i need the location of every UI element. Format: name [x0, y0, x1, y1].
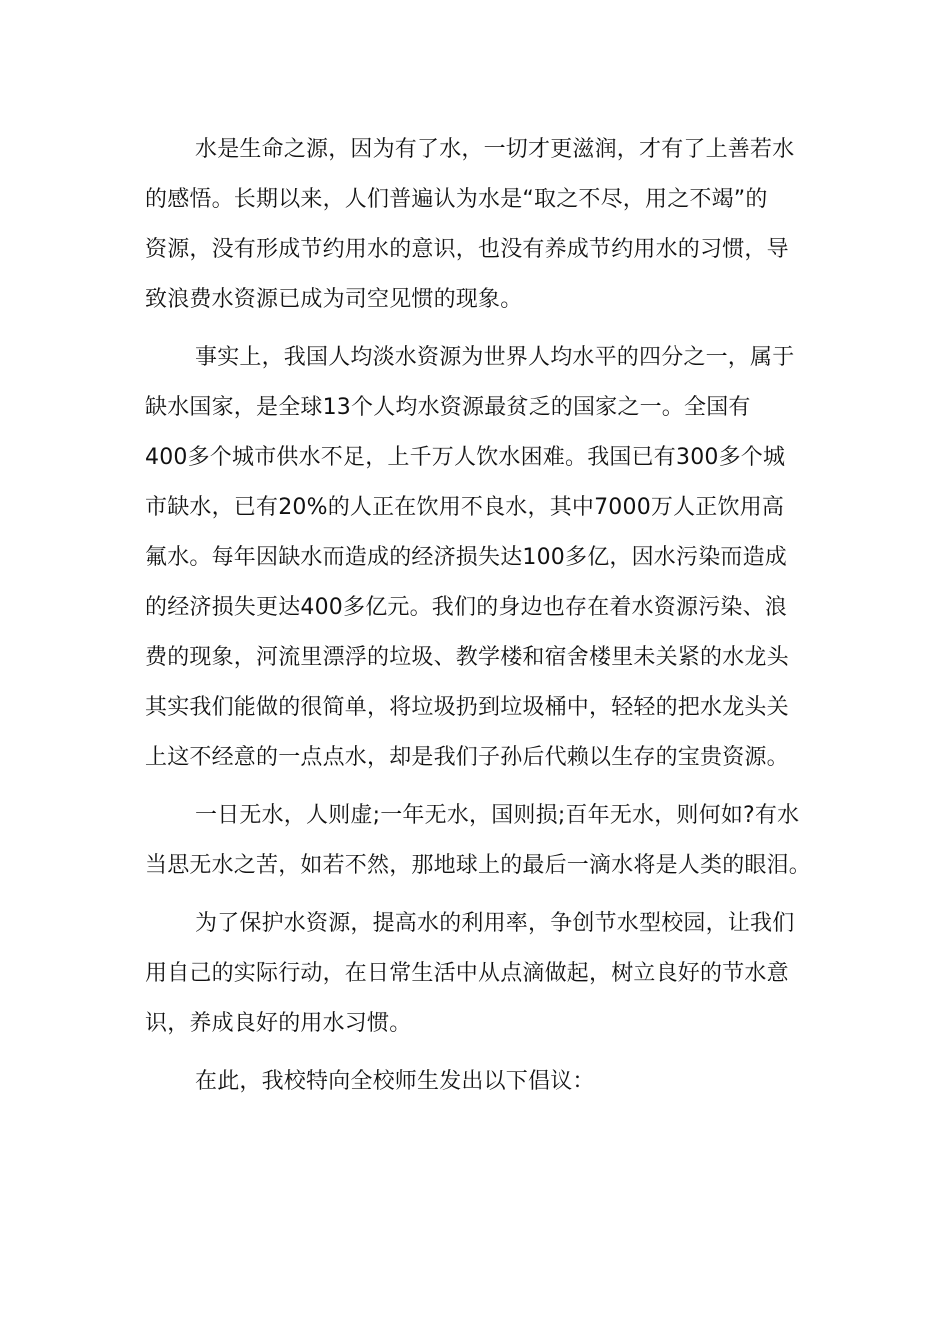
paragraph-5-line-1: 在此，我校特向全校师生发出以下倡议：	[195, 1069, 595, 1094]
paragraph-2-line-4: 市缺水，已有20%的人正在饮用不良水，其中7000万人正饮用高	[145, 495, 785, 520]
paragraph-4-line-3: 识，养成良好的用水习惯。	[145, 1011, 412, 1036]
paragraph-2-line-6: 的经济损失更达400多亿元。我们的身边也存在着水资源污染、浪	[145, 595, 787, 620]
paragraph-2-line-7: 费的现象，河流里漂浮的垃圾、教学楼和宿舍楼里未关紧的水龙头	[145, 645, 789, 670]
paragraph-2-line-5: 氟水。每年因缺水而造成的经济损失达100多亿，因水污染而造成	[145, 545, 787, 570]
paragraph-4-line-1: 为了保护水资源，提高水的利用率，争创节水型校园，让我们	[195, 911, 795, 936]
paragraph-2-line-2: 缺水国家，是全球13个人均水资源最贫乏的国家之一。全国有	[145, 395, 751, 420]
paragraph-3-line-1: 一日无水，人则虚;一年无水，国则损;百年无水，则何如?有水	[195, 803, 800, 828]
paragraph-2-line-8: 其实我们能做的很简单，将垃圾扔到垃圾桶中，轻轻的把水龙头关	[145, 695, 789, 720]
paragraph-3-line-2: 当思无水之苦，如若不然，那地球上的最后一滴水将是人类的眼泪。	[145, 853, 812, 878]
paragraph-1-line-2: 的感悟。长期以来，人们普遍认为水是“取之不尽，用之不竭”的	[145, 187, 768, 212]
paragraph-1-line-3: 资源，没有形成节约用水的意识，也没有养成节约用水的习惯，导	[145, 237, 789, 262]
paragraph-2-line-1: 事实上，我国人均淡水资源为世界人均水平的四分之一，属于	[195, 345, 795, 370]
paragraph-2-line-9: 上这不经意的一点点水，却是我们子孙后代赖以生存的宝贵资源。	[145, 745, 789, 770]
paragraph-1-line-4: 致浪费水资源已成为司空见惯的现象。	[145, 287, 523, 312]
paragraph-2-line-3: 400多个城市供水不足，上千万人饮水困难。我国已有300多个城	[145, 445, 786, 470]
paragraph-4-line-2: 用自己的实际行动，在日常生活中从点滴做起，树立良好的节水意	[145, 961, 789, 986]
paragraph-1-line-1: 水是生命之源，因为有了水，一切才更滋润，才有了上善若水	[195, 137, 795, 162]
